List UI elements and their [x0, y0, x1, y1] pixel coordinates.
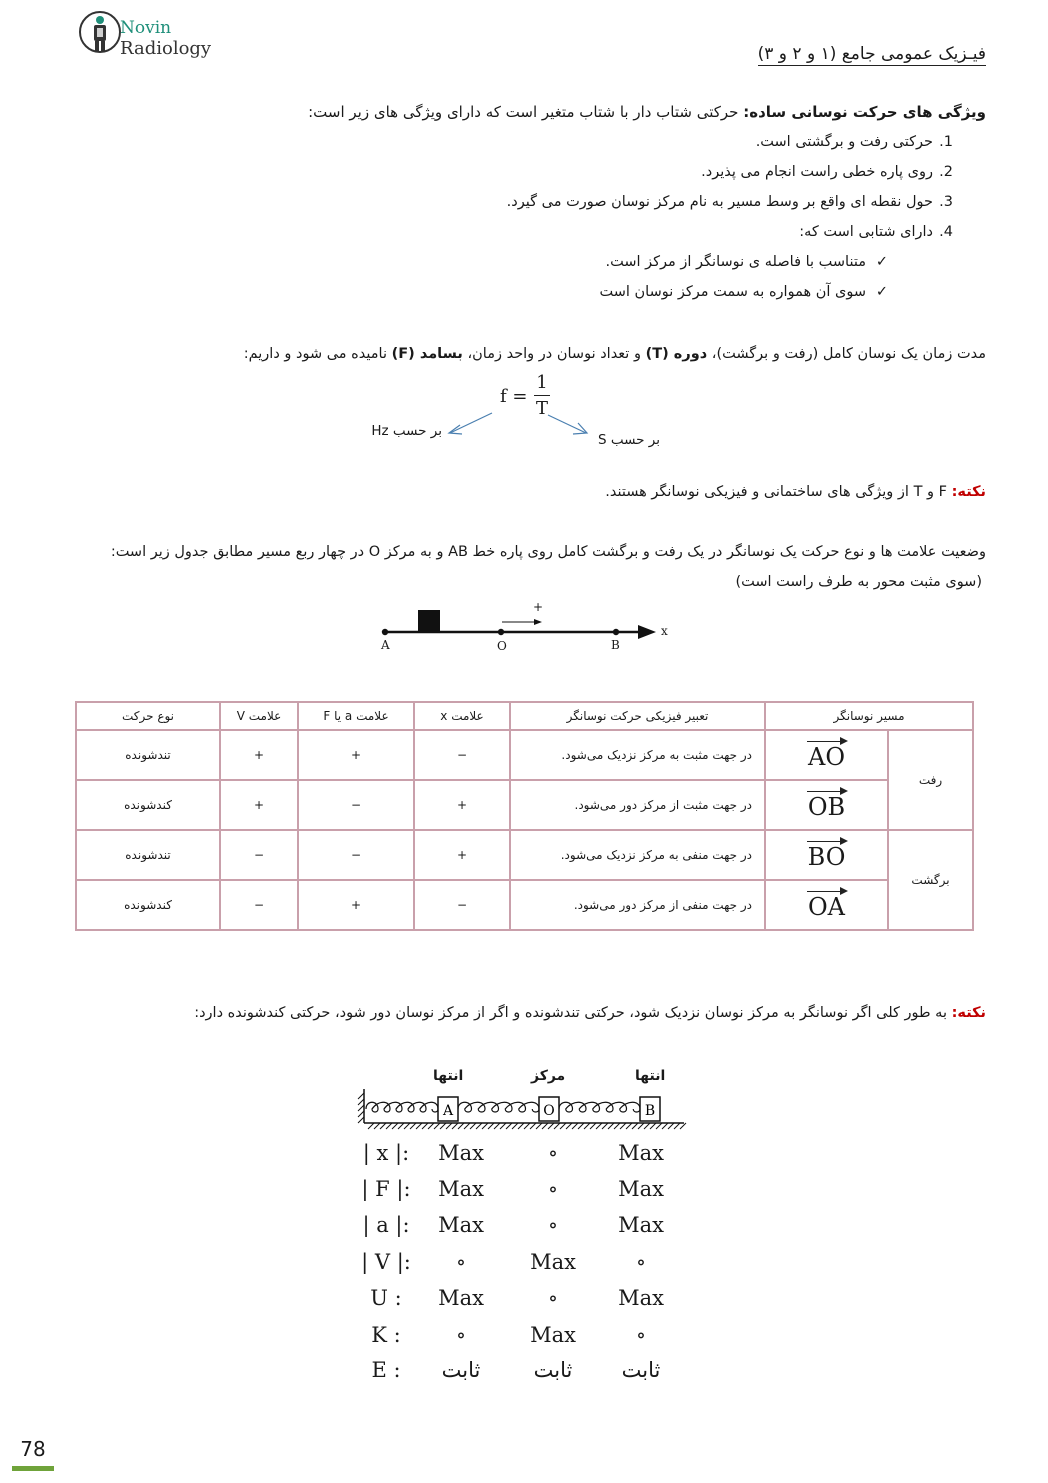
check-icon: ✓ [875, 284, 888, 300]
logo-person-icon [78, 8, 122, 56]
page-number-bar [12, 1466, 54, 1471]
quantity-value: Max [530, 1250, 576, 1274]
status-line-1: وضعیت علامت ها و نوع حرکت یک نوسانگر در یک رفت و برگشت کامل روی پاره خط AB و به مرکز O در چهار ربع مسیر مطابق جدول زیر است: [110, 544, 986, 560]
quantity-label: | a |: [362, 1213, 410, 1237]
quantity-value: Max [618, 1286, 664, 1310]
axis-label-x: x [661, 624, 668, 638]
period-paragraph: مدت زمان یک نوسان کامل (رفت و برگشت)، دوره (T) و تعداد نوسان در واحد زمان، بسامد (F) نامیده می شود و داریم: [243, 346, 986, 362]
axis-label-a: A [381, 638, 390, 652]
path-cell: OB [765, 780, 888, 830]
axis-plus: + [533, 600, 544, 614]
quantity-value: ∘ [547, 1286, 559, 1310]
unit-s: بر حسب S [597, 432, 660, 448]
quantity-value: ∘ [547, 1141, 559, 1165]
motion-table [75, 701, 974, 931]
quantity-value: Max [438, 1213, 484, 1237]
quantity-label: | V |: [361, 1250, 411, 1274]
check-item: ✓سوی آن همواره به سمت مرکز نوسان است [599, 284, 888, 300]
quantity-label: U : [370, 1286, 402, 1310]
list-item: 1.حرکتی رفت و برگشتی است. [755, 134, 953, 150]
note-1: نکته: F و T از ویژگی های ساختمانی و فیزیکی نوسانگر هستند. [605, 484, 986, 500]
axis-label-o: O [497, 639, 507, 653]
note-label: نکته: [951, 484, 986, 500]
quantity-value: ∘ [635, 1250, 647, 1274]
path-cell: OA [765, 880, 888, 930]
label-end-right: انتها [635, 1068, 666, 1084]
path-cell: AO [765, 730, 888, 780]
logo-text-novin: Novin [120, 18, 172, 38]
header-x: علامت x [414, 702, 510, 730]
quantity-label: | F |: [361, 1177, 411, 1201]
oscillator-block [418, 610, 440, 632]
status-line-2: (سوی مثبت محور به طرف راست است) [735, 574, 982, 590]
logo-text-radiology: Radiology [120, 38, 212, 59]
quantity-value: Max [438, 1177, 484, 1201]
header-desc: تعبیر فیزیکی حرکت نوسانگر [510, 702, 765, 730]
quantity-value: Max [530, 1323, 576, 1347]
section-title-line [308, 102, 986, 122]
label-center: مرکز [531, 1068, 566, 1084]
axis-diagram [370, 598, 680, 656]
quantity-label: | x |: [362, 1141, 410, 1165]
quantity-value: Max [618, 1177, 664, 1201]
header-v: علامت V [220, 702, 298, 730]
block-b-label: B [644, 1103, 656, 1119]
quantity-label: K : [371, 1323, 401, 1347]
header-a: علامت a یا F [298, 702, 414, 730]
list-item: 4.دارای شتابی است که: [799, 224, 953, 240]
quantity-value: ∘ [547, 1177, 559, 1201]
section-title: ویژگی های حرکت نوسانی ساده: [743, 103, 986, 121]
block-a-label: A [442, 1103, 454, 1119]
page-number: 78 [20, 1437, 46, 1461]
table-row: برگشت BO در جهت منفی به مرکز نزدیک می‌شود. + − − تندشونده [76, 830, 973, 880]
table-row: OB در جهت مثبت از مرکز دور می‌شود. + − + کندشونده [76, 780, 973, 830]
quantity-value: ∘ [547, 1213, 559, 1237]
quantity-value: ثابت [441, 1358, 481, 1382]
quantity-value: ∘ [455, 1323, 467, 1347]
header-type: نوع حرکت [76, 702, 220, 730]
spring-diagram [356, 1085, 688, 1135]
header-path: مسیر نوسانگر [765, 702, 973, 730]
block-o-label: O [543, 1103, 555, 1119]
list-item: 2.روی پاره خطی راست انجام می پذیرد. [701, 164, 953, 180]
axis-label-b: B [611, 638, 620, 652]
quantity-value: ثابت [621, 1358, 661, 1382]
list-item: 3.حول نقطه ای واقع بر وسط مسیر به نام مرکز نوسان صورت می گیرد. [506, 194, 953, 210]
path-cell: BO [765, 830, 888, 880]
note-label: نکته: [951, 1005, 986, 1021]
check-item: ✓متناسب با فاصله ی نوسانگر از مرکز است. [605, 254, 888, 270]
table-row: OA در جهت منفی از مرکز دور می‌شود. − + − کندشونده [76, 880, 973, 930]
unit-hz: بر حسب Hz [371, 423, 442, 439]
label-end-left: انتها [433, 1068, 464, 1084]
group-raft: رفت [888, 730, 973, 830]
quantity-value: ثابت [533, 1358, 573, 1382]
group-bargasht: برگشت [888, 830, 973, 930]
check-icon: ✓ [875, 254, 888, 270]
quantity-label: E : [371, 1358, 401, 1382]
table-row: رفت AO در جهت مثبت به مرکز نزدیک می‌شود. − + + تندشونده [76, 730, 973, 780]
quantity-value: Max [618, 1141, 664, 1165]
section-intro: حرکتی شتاب دار با شتاب متغیر است که دارای ویژگی های زیر است: [308, 103, 744, 121]
table-header-row [76, 702, 973, 730]
quantity-value: ∘ [455, 1250, 467, 1274]
unit-arrows [430, 405, 600, 445]
quantity-value: Max [438, 1286, 484, 1310]
quantity-value: Max [438, 1141, 484, 1165]
quantity-value: ∘ [635, 1323, 647, 1347]
note-2: نکته: به طور کلی اگر نوسانگر به مرکز نوسان نزدیک شود، حرکتی تندشونده و اگر از مرکز نوسان دور شود، حرکتی کندشونده دارد: [194, 1005, 986, 1021]
book-title: فیـزیک عمومی جامع (۱ و ۲ و ۳) [757, 44, 986, 64]
quantity-value: Max [618, 1213, 664, 1237]
